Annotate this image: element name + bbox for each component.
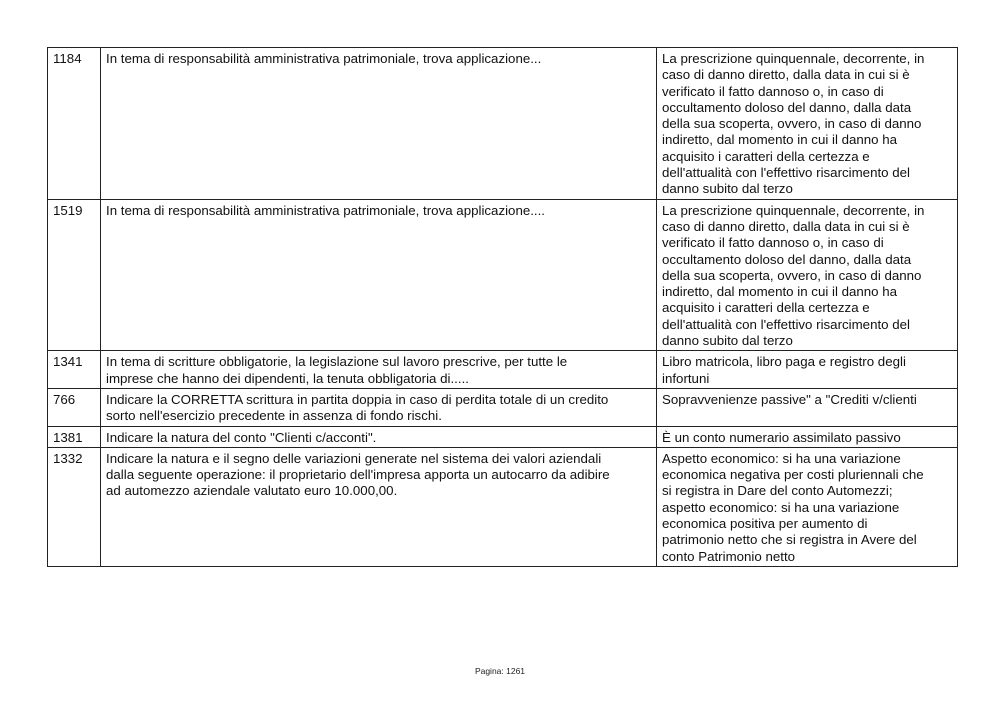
question-id: 766	[48, 388, 101, 426]
question-id: 1341	[48, 351, 101, 389]
question-text: In tema di scritture obbligatorie, la legislazione sul lavoro prescrive, per tutte le imprese che hanno dei dipendenti, la tenuta obbligatoria di.....	[101, 351, 657, 389]
table-row	[48, 426, 958, 447]
question-text: In tema di responsabilità amministrativa patrimoniale, trova applicazione....	[101, 199, 657, 351]
table-row	[48, 388, 958, 426]
answer-text: La prescrizione quinquennale, decorrente, in caso di danno diretto, dalla data in cui si è verificato il fatto dannoso o, in caso di occultamento doloso del danno, dalla data della sua scoperta, ovvero, in caso di danno indiretto, dal momento in cui il danno ha acquisito i caratteri della certezza e dell'attualità con l'effettivo risarcimento del danno subito dal terzo	[657, 199, 958, 351]
question-id: 1184	[48, 48, 101, 200]
page-number: Pagina: 1261	[474, 666, 526, 676]
answer-text: La prescrizione quinquennale, decorrente, in caso di danno diretto, dalla data in cui si è verificato il fatto dannoso o, in caso di occultamento doloso del danno, dalla data della sua scoperta, ovvero, in caso di danno indiretto, dal momento in cui il danno ha acquisito i caratteri della certezza e dell'attualità con l'effettivo risarcimento del danno subito dal terzo	[657, 48, 958, 200]
question-text: Indicare la natura e il segno delle variazioni generate nel sistema dei valori aziendali dalla seguente operazione: il proprietario dell'impresa apporta un autocarro da adibire ad automezzo aziendale valutato euro 10.000,00.	[101, 447, 657, 566]
answer-text: Aspetto economico: si ha una variazione economica negativa per costi pluriennali che si registra in Dare del conto Automezzi; aspetto economico: si ha una variazione economica positiva per aumento di patrimonio netto che si registra in Avere del conto Patrimonio netto	[657, 447, 958, 566]
answer-text: Libro matricola, libro paga e registro degli infortuni	[657, 351, 958, 389]
table-row	[48, 447, 958, 566]
table-row	[48, 199, 958, 351]
question-text: In tema di responsabilità amministrativa patrimoniale, trova applicazione...	[101, 48, 657, 200]
qa-table	[47, 47, 958, 567]
question-text: Indicare la natura del conto "Clienti c/acconti".	[101, 426, 657, 447]
question-text: Indicare la CORRETTA scrittura in partita doppia in caso di perdita totale di un credito sorto nell'esercizio precedente in assenza di fondo rischi.	[101, 388, 657, 426]
table-row	[48, 351, 958, 389]
answer-text: È un conto numerario assimilato passivo	[657, 426, 958, 447]
table-row	[48, 48, 958, 200]
question-id: 1519	[48, 199, 101, 351]
answer-text: Sopravvenienze passive" a "Crediti v/clienti	[657, 388, 958, 426]
question-id: 1332	[48, 447, 101, 566]
question-id: 1381	[48, 426, 101, 447]
